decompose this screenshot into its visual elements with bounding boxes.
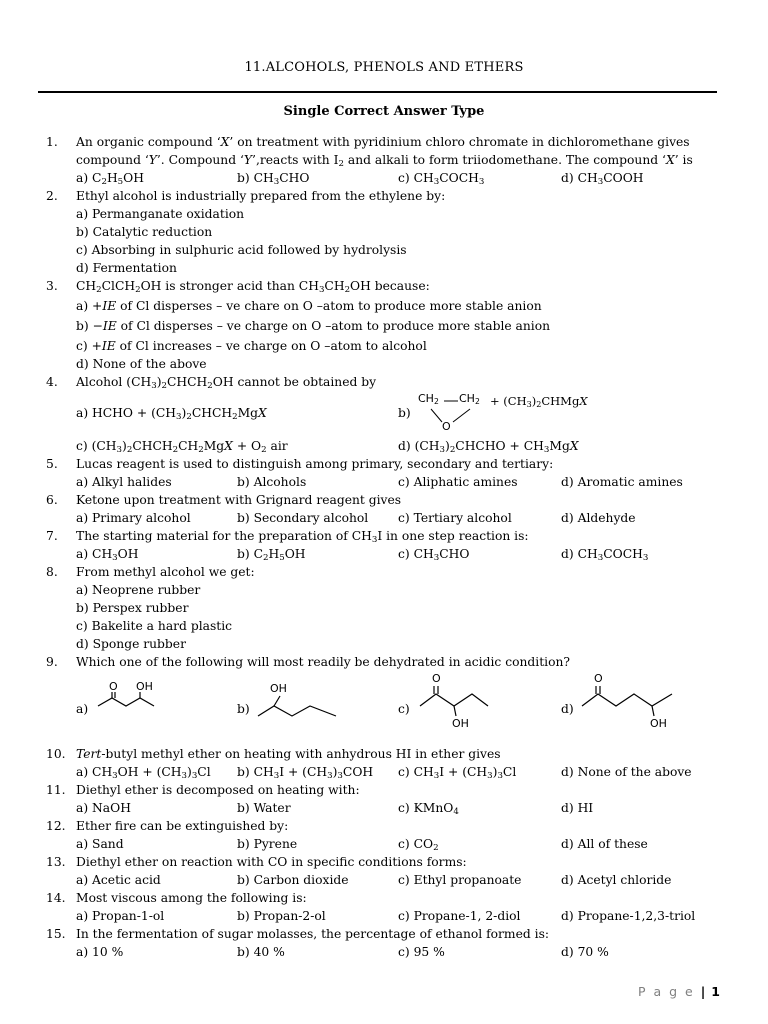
epoxide-structure (418, 392, 608, 436)
question-text: Lucas reagent is used to distinguish among primary, secondary and tertiary: (76, 457, 554, 471)
option-a: a) HCHO + $(CH_3)_2CHCH_2MgX$ (76, 406, 267, 423)
option-a: a) Acetic acid (76, 873, 161, 887)
question-text: Diethyl ether is decomposed on heating with: (76, 783, 360, 797)
option-b: b) Propan-2-ol (237, 909, 326, 923)
page-separator: | (700, 984, 706, 999)
option-d: d) Sponge rubber (76, 637, 186, 651)
question-number: 4. (46, 375, 58, 389)
option-a: a) Alkyl halides (76, 475, 172, 489)
option-c: c) Tertiary alcohol (398, 511, 512, 525)
question-text: Alcohol $(CH_3)_2CHCH_2OH$ cannot be obtained by (76, 375, 377, 392)
question-number: 7. (46, 529, 58, 543)
epoxide-left-carbon: $CH_2$ (418, 392, 439, 406)
question-text: Ethyl alcohol is industrially prepared from the ethylene by: (76, 189, 446, 203)
option-b: b) Perspex rubber (76, 601, 189, 615)
question-number: 8. (46, 565, 58, 579)
option-a: a) $CH_3OH$ (76, 547, 139, 564)
option-d-label: d) (561, 702, 574, 716)
option-d: d) Acetyl chloride (561, 873, 672, 887)
option-b: b) $C_2H_5OH$ (237, 547, 306, 564)
option-c: c) Absorbing in sulphuric acid followed by hydrolysis (76, 243, 407, 257)
ketone-oxygen: O (432, 672, 441, 685)
option-c: c) $CH_3CHO$ (398, 547, 470, 564)
hydroxyl-group: OH (650, 717, 667, 730)
question-number: 2. (46, 189, 58, 203)
structure-a (92, 682, 172, 722)
option-a: a) $C_2H_5OH$ (76, 171, 144, 188)
option-d: d) Fermentation (76, 261, 177, 275)
option-a: a) $CH_3OH + (CH_3)_3Cl$ (76, 765, 211, 782)
option-a: a) 10 % (76, 945, 124, 959)
option-c: c) Aliphatic amines (398, 475, 518, 489)
question-number: 5. (46, 457, 58, 471)
ketone-oxygen: O (594, 672, 603, 685)
question-text: Tert-butyl methyl ether on heating with anhydrous HI in ether gives (76, 747, 501, 761)
option-a: a) Primary alcohol (76, 511, 191, 525)
option-b: b) Carbon dioxide (237, 873, 349, 887)
option-b: b) Water (237, 801, 291, 815)
question-text: $CH_2ClCH_2OH$ is stronger acid than $CH_3CH_2OH$ because: (76, 279, 430, 296)
option-d: d) $CH_3COCH_3$ (561, 547, 649, 564)
option-d: d) $(CH_3)_2CHCHO + CH_3MgX$ (398, 439, 579, 456)
structure-b (254, 682, 344, 722)
question-text: Which one of the following will most readily be dehydrated in acidic condition? (76, 655, 571, 669)
question-number: 3. (46, 279, 58, 293)
option-c: c) Ethyl propanoate (398, 873, 522, 887)
option-c: c) $CO_2$ (398, 837, 439, 854)
question-number: 6. (46, 493, 58, 507)
grignard-reagent: + $(CH_3)_2CHMgX$ (490, 394, 588, 409)
option-a: a) +IE of Cl disperses – ve chare on O –atom to produce more stable anion (76, 299, 542, 313)
question-number: 12. (46, 819, 66, 833)
option-d: d) $CH_3COOH$ (561, 171, 644, 188)
option-d: d) 70 % (561, 945, 609, 959)
page-footer (638, 984, 720, 999)
option-b: b) 40 % (237, 945, 285, 959)
option-c: c) $CH_3I + (CH_3)_3Cl$ (398, 765, 517, 782)
page-number: 1 (711, 984, 720, 999)
option-a-label: a) (76, 702, 89, 716)
structure-c (416, 672, 506, 732)
option-c: c) $(CH_3)_2CHCH_2CH_2MgX + O_2$ air (76, 439, 288, 456)
option-b: b) $CH_3I + (CH_3)_3COH$ (237, 765, 374, 782)
question-number: 11. (46, 783, 66, 797)
option-b-label: b) (237, 702, 250, 716)
question-number: 9. (46, 655, 58, 669)
option-b: b) Pyrene (237, 837, 298, 851)
ketone-oxygen: O (109, 680, 118, 693)
structure-b-bonds (254, 682, 344, 722)
epoxide-oxygen: O (442, 420, 451, 433)
question-text: From methyl alcohol we get: (76, 565, 255, 579)
option-d: d) Propane-1,2,3-triol (561, 909, 696, 923)
option-c: c) Propane-1, 2-diol (398, 909, 521, 923)
hydroxyl-group: OH (136, 680, 153, 693)
question-number: 13. (46, 855, 66, 869)
question-text: compound ‘Y’. Compound ‘Y’,reacts with $I_2$ and alkali to form triiodomethane. The compound ‘X’ is (76, 153, 693, 170)
option-b-label: b) (398, 406, 411, 420)
option-c: c) $CH_3COCH_3$ (398, 171, 485, 188)
question-text: Ketone upon treatment with Grignard reagent gives (76, 493, 402, 507)
epoxide-right-carbon: $CH_2$ (459, 392, 480, 406)
option-d: d) Aldehyde (561, 511, 636, 525)
option-c: c) +IE of Cl increases – ve charge on O –atom to alcohol (76, 339, 427, 353)
section-title: Single Correct Answer Type (283, 104, 485, 119)
option-c: c) 95 % (398, 945, 445, 959)
option-c: c) Bakelite a hard plastic (76, 619, 233, 633)
question-text: Diethyl ether on reaction with CO in specific conditions forms: (76, 855, 467, 869)
option-a: a) Neoprene rubber (76, 583, 201, 597)
option-a: a) Propan-1-ol (76, 909, 165, 923)
question-number: 14. (46, 891, 66, 905)
option-b: b) $CH_3CHO$ (237, 171, 310, 188)
hydroxyl-group: OH (270, 682, 287, 695)
option-b: b) Alcohols (237, 475, 307, 489)
question-text: Most viscous among the following is: (76, 891, 307, 905)
option-d: d) None of the above (76, 357, 207, 371)
option-b: b) −IE of Cl disperses – ve charge on O –atom to produce more stable anion (76, 319, 551, 333)
question-number: 10. (46, 747, 66, 761)
option-d: d) Aromatic amines (561, 475, 683, 489)
option-b: b) Catalytic reduction (76, 225, 213, 239)
question-text: In the fermentation of sugar molasses, the percentage of ethanol formed is: (76, 927, 550, 941)
option-c: c) KMnO$_4$ (398, 801, 459, 818)
title-rule (38, 91, 717, 93)
question-text: The starting material for the preparation of $CH_3I$ in one step reaction is: (76, 529, 529, 546)
option-d: d) All of these (561, 837, 648, 851)
hydroxyl-group: OH (452, 717, 469, 730)
option-c-label: c) (398, 702, 410, 716)
structure-d (578, 672, 688, 732)
page-word: P a g e (638, 984, 695, 999)
question-text: An organic compound ‘X’ on treatment with pyridinium chloro chromate in dichloromethane gives (76, 135, 690, 149)
chapter-title: 11.ALCOHOLS, PHENOLS AND ETHERS (244, 60, 524, 75)
question-number: 1. (46, 135, 58, 149)
question-number: 15. (46, 927, 66, 941)
question-text: Ether fire can be extinguished by: (76, 819, 289, 833)
option-a: a) Sand (76, 837, 124, 851)
option-b: b) Secondary alcohol (237, 511, 369, 525)
option-d: d) None of the above (561, 765, 692, 779)
option-a: a) Permanganate oxidation (76, 207, 245, 221)
option-a: a) NaOH (76, 801, 131, 815)
structure-a-bonds (92, 682, 172, 722)
option-d: d) HI (561, 801, 594, 815)
